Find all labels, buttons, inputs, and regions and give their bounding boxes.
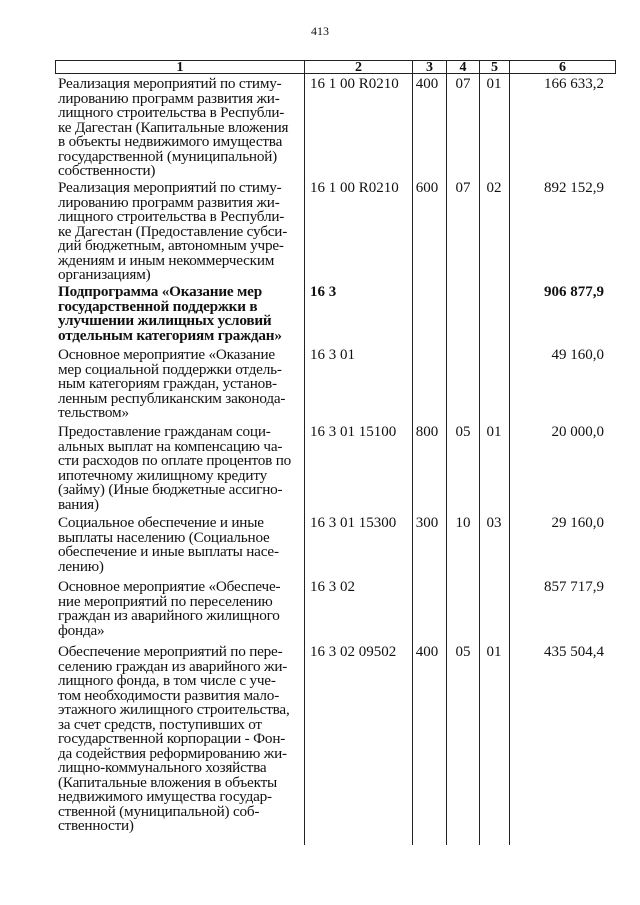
row-code: 16 3 02 <box>310 579 355 595</box>
row-code: 16 1 00 R0210 <box>310 180 399 196</box>
row-description: Предоставление гражданам соци- альных выплат на компенсацию ча- сти расходов по оплате процентов по ипотечному жилищному кредиту (займу) (Иные бюджетные ассигно- вания) <box>58 423 292 513</box>
row-amount: 49 160,0 <box>551 347 604 363</box>
row-col-5: 02 <box>486 180 502 196</box>
column-separator <box>479 60 480 845</box>
row-col-3: 400 <box>415 76 439 92</box>
row-col-3: 800 <box>415 424 439 440</box>
row-description: Социальное обеспечение и иные выплаты населению (Социальное обеспечение и иные выплаты насе- лению) <box>58 514 279 575</box>
row-amount: 166 633,2 <box>544 76 604 92</box>
row-col-4: 07 <box>455 76 471 92</box>
row-amount: 20 000,0 <box>551 424 604 440</box>
header-col-1: 1 <box>176 60 184 75</box>
row-col-3: 400 <box>415 644 439 660</box>
row-amount: 906 877,9 <box>544 284 604 300</box>
row-description: Реализация мероприятий по стиму- лированию программ развития жи- лищного строительства в Республи- ке Дагестан (Предоставление субси- дий бюджетным, автономным учре- ждениям и иным некоммерческим организациям) <box>58 179 288 283</box>
column-separator <box>509 60 510 845</box>
row-description: Основное мероприятие «Обеспече- ние мероприятий по переселению граждан из аварийного жилищного фонда» <box>58 578 281 639</box>
row-col-3: 600 <box>415 180 439 196</box>
header-col-4: 4 <box>459 60 467 75</box>
column-separator <box>412 60 413 845</box>
row-col-3: 300 <box>415 515 439 531</box>
row-code: 16 3 01 15100 <box>310 424 397 440</box>
header-col-2: 2 <box>355 60 362 75</box>
row-description: Подпрограмма «Оказание мер государственной поддержки в улучшении жилищных условий отдельным категориям граждан» <box>58 283 282 344</box>
row-col-4: 05 <box>455 644 471 660</box>
row-amount: 435 504,4 <box>544 644 604 660</box>
row-code: 16 3 01 <box>310 347 355 363</box>
row-code: 16 1 00 R0210 <box>310 76 399 92</box>
row-description: Реализация мероприятий по стиму- лированию программ развития жи- лищного строительства в Республи- ке Дагестан (Капитальные вложения в объекты недвижимого имущества государственной (муниципальной) собственности) <box>58 75 289 179</box>
row-amount: 29 160,0 <box>551 515 604 531</box>
row-code: 16 3 01 15300 <box>310 515 397 531</box>
row-amount: 892 152,9 <box>544 180 604 196</box>
row-description: Основное мероприятие «Оказание мер социальной поддержки отдель- ным категориям граждан, установ- ленным республиканским законода- тельством» <box>58 346 286 421</box>
row-amount: 857 717,9 <box>544 579 604 595</box>
row-col-4: 07 <box>455 180 471 196</box>
row-col-5: 03 <box>486 515 502 531</box>
row-col-4: 05 <box>455 424 471 440</box>
row-code: 16 3 <box>310 284 337 300</box>
header-separator <box>615 60 616 74</box>
page-number: 413 <box>311 24 329 38</box>
row-code: 16 3 02 09502 <box>310 644 397 660</box>
column-separator <box>304 60 305 845</box>
column-separator <box>446 60 447 845</box>
header-col-3: 3 <box>426 60 433 75</box>
row-col-5: 01 <box>486 76 502 92</box>
row-col-5: 01 <box>486 644 502 660</box>
row-description: Обеспечение мероприятий по пере- селению граждан из аварийного жи- лищного фонда, в том числе с уче- том необходимости развития мало- этажного жилищного строительства, за счет средств, поступивших от государственной корпорации - Фон- да содействия реформированию жи- лищно-коммунального хозяйства (Капитальные вложения в объекты недвижимого имущества государ- ственной (муниципальной) соб- ственности) <box>58 643 290 834</box>
header-col-5: 5 <box>491 60 498 75</box>
header-col-6: 6 <box>559 60 566 75</box>
row-col-5: 01 <box>486 424 502 440</box>
row-col-4: 10 <box>455 515 471 531</box>
